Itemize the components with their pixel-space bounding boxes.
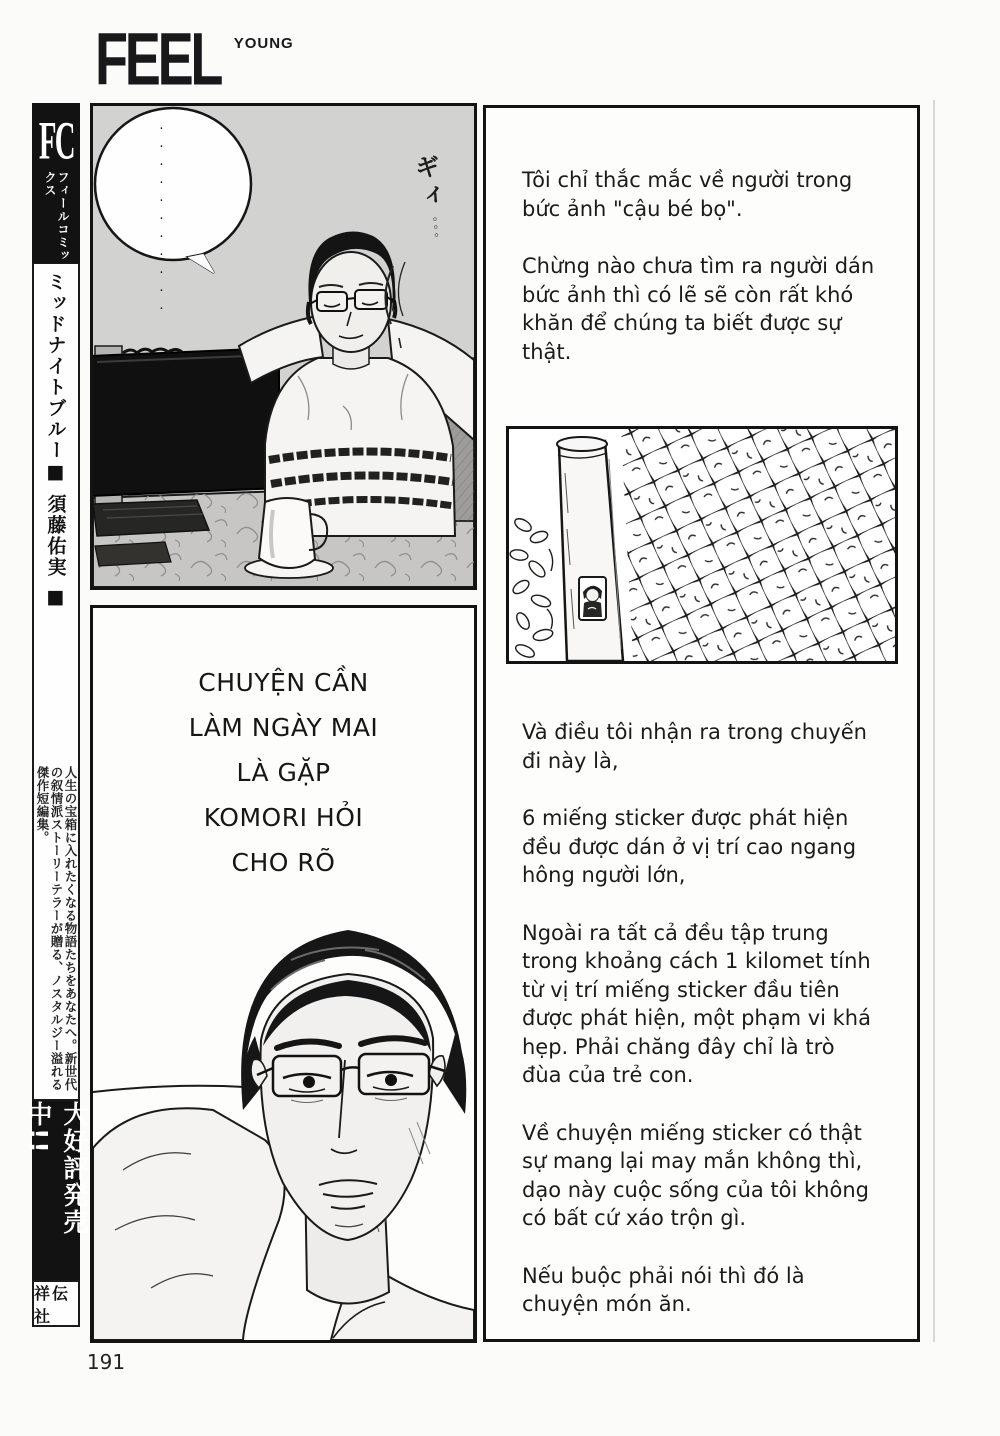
- promo-banner: [24, 1101, 89, 1280]
- publisher-name: 祥伝社: [34, 1283, 71, 1326]
- inset-photo-drawing: [509, 429, 895, 661]
- series-title: ミッドナイトブルー■ 須藤佑実 ■: [44, 272, 67, 611]
- narration-paragraph: Về chuyện miếng sticker có thật sự mang lại may mắn không thì, dạo này cuộc sống của tôi không có bất cứ xáo trộn gì.: [522, 1120, 869, 1230]
- narration-paragraph: Và điều tôi nhận ra trong chuyến đi này là,: [522, 720, 867, 773]
- imprint-name-line2: コミックス: [43, 171, 70, 262]
- narration-paragraph: Chừng nào chưa tìm ra người dán bức ảnh thì có lẽ sẽ còn rất khó khăn để chúng ta biết được sự thật.: [522, 254, 875, 364]
- narration-block-bottom: [522, 718, 880, 1319]
- sticker-drawing: [579, 577, 606, 620]
- series-title-box: [32, 263, 80, 1101]
- inset-photo-panel: [506, 426, 898, 664]
- series-blurb-col-right: 人生の宝箱に入れたくなる物語たちをあなたへ。新世代の叙情: [49, 766, 78, 1091]
- caption-line: LÀM NGÀY MAI: [188, 713, 379, 742]
- page-edge-shadow: [933, 100, 935, 1342]
- imprint-box: [32, 103, 80, 263]
- imprint-name-line1: フィール: [56, 171, 70, 223]
- panel-narration: [483, 105, 920, 1342]
- panel-face-scene: [90, 605, 477, 1343]
- panel-computer-scene: [90, 103, 477, 590]
- magazine-logo-sub: YOUNG: [233, 35, 294, 52]
- publisher-box: [32, 1280, 80, 1327]
- narration-paragraph: Tôi chỉ thắc mắc về người trong bức ảnh "cậu bé bọ".: [522, 168, 853, 221]
- caption-line: CHUYỆN CẦN: [198, 668, 369, 697]
- narration-paragraph: 6 miếng sticker được phát hiện đều được dán ở vị trí cao ngang hông người lớn,: [522, 806, 857, 887]
- narration-block-top: [522, 166, 880, 366]
- promo-text: 大好評発売中!!: [24, 1101, 89, 1236]
- speech-bubble-text: ···········: [154, 122, 169, 320]
- spine: [24, 103, 89, 1327]
- imprint-name: [43, 171, 69, 263]
- series-blurb: [35, 766, 77, 1096]
- sfx-creak-text: ギィ: [410, 152, 446, 214]
- imprint-logo: FC: [38, 109, 74, 171]
- thought-caption: [93, 660, 474, 885]
- sfx-creak-dots: 。。。: [423, 216, 441, 248]
- series-blurb-col-left: 派ストーリーテラーが贈る、ノスタルジー溢れる傑作短編集。: [35, 766, 64, 1091]
- narration-paragraph: Ngoài ra tất cả đều tập trung trong khoảng cách 1 kilomet tính từ vị trí miếng sticker đầu tiên được phát hiện, một phạm vi khá hẹp. Phải chăng đây chỉ là trò đùa của trẻ con.: [522, 920, 871, 1087]
- narration-paragraph: Nếu buộc phải nói thì đó là chuyện món ăn.: [522, 1263, 805, 1316]
- magazine-logo-main: FEEL: [95, 17, 221, 101]
- caption-line: CHO RÕ: [231, 848, 336, 877]
- caption-line: LÀ GẶP: [236, 758, 331, 787]
- page-number: 191: [86, 1350, 126, 1374]
- caption-line: KOMORI HỎI: [203, 803, 364, 832]
- magazine-logo: [95, 17, 294, 101]
